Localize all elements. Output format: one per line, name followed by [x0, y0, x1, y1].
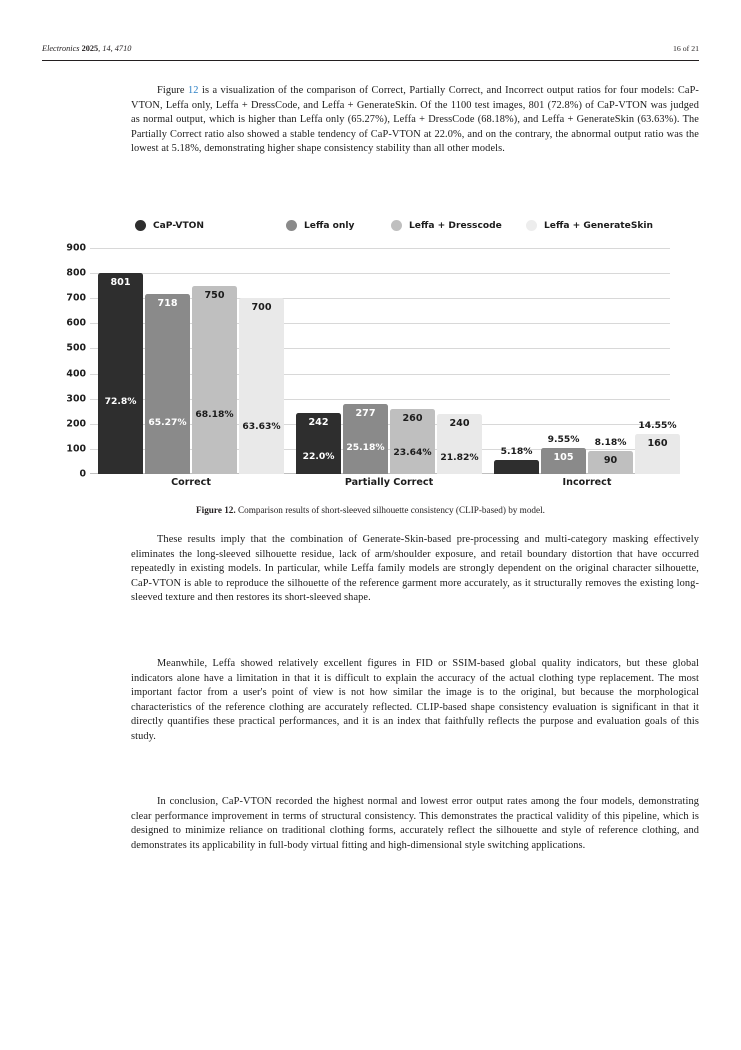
y-axis-tick: 400	[66, 368, 86, 380]
gridline	[90, 248, 670, 249]
citation-sep1: ,	[98, 44, 101, 53]
bar-value-label: 160	[647, 437, 668, 449]
bar-percent-label: 22.0%	[302, 451, 335, 463]
bar-value-label: 801	[110, 276, 131, 288]
paragraph-conclusion-text: In conclusion, CaP-VTON recorded the highest normal and lowest error output rates among the four models, demonstrating clear performance improvement in terms of structural consistency. This demonstrates the practical validity of this pipeline, which is designed to minimize reliance on traditional clothing forms, accurately reflect the silhouette and style of reference clothing, and demonstrates its applicability in full-body virtual fitting and high-dimensional style switching applications.	[131, 796, 699, 851]
journal-citation	[42, 44, 131, 53]
y-axis-tick: 100	[66, 443, 86, 455]
y-axis-tick: 300	[66, 393, 86, 405]
chart-plot-area	[42, 242, 699, 488]
bar-percent-label: 72.8%	[104, 395, 137, 407]
paragraph-intro-text: is a visualization of the comparison of Correct, Partially Correct, and Incorrect output ratios for four models: CaP-VTON, Leffa only, Leffa + DressCode, and Leffa + GenerateSkin. Of the 1100 test images, 801 (72.8%) of CaP-VTON was judged as normal output, which is higher than Leffa only (65.27%), Leffa + DressCode (68.18%), and Leffa + GenerateSkin (63.63%). The Partially Correct ratio also showed a stable tendency of CaP-VTON at 22.0%, and on the contrary, the abnormal output ratio was the lowest at 5.18%, demonstrating higher shape consistency stability than all other models.	[131, 85, 699, 155]
y-axis-tick: 0	[79, 468, 86, 480]
legend-label: Leffa only	[304, 220, 355, 231]
bar-percent-label: 14.55%	[638, 419, 677, 431]
journal-name: Electronics	[42, 44, 80, 53]
y-axis-tick: 600	[66, 317, 86, 329]
bar-value-label: 260	[402, 412, 423, 424]
running-head	[42, 44, 699, 53]
journal-year: 2025	[81, 44, 99, 53]
bar-percent-label: 21.82%	[440, 451, 479, 463]
bar-value-label: 242	[308, 417, 329, 429]
bar-percent-label: 5.18%	[500, 445, 533, 457]
paragraph-conclusion	[131, 795, 699, 853]
bar-value-label: 750	[204, 289, 225, 301]
paragraph-intro	[131, 84, 699, 157]
bar-percent-label: 68.18%	[195, 408, 234, 420]
bar[interactable]	[145, 294, 190, 474]
paragraph-results	[131, 533, 699, 606]
bar-percent-label: 25.18%	[346, 442, 385, 454]
figure-caption-text: Comparison results of short-sleeved silhouette consistency (CLIP-based) by model.	[235, 505, 545, 515]
bar[interactable]	[98, 273, 143, 474]
y-axis	[42, 242, 86, 480]
y-axis-tick: 800	[66, 267, 86, 279]
bar-value-label: 700	[251, 302, 272, 314]
bar-value-label: 240	[449, 417, 470, 429]
bar-value-label: 105	[553, 451, 574, 463]
paragraph-discussion	[131, 657, 699, 744]
figure-ref-prefix: Figure	[157, 85, 189, 96]
legend-marker-icon	[526, 220, 537, 231]
bar[interactable]	[494, 460, 539, 474]
legend-item-3[interactable]	[526, 220, 653, 231]
bar[interactable]	[239, 298, 284, 474]
x-axis-category-label: Correct	[171, 477, 211, 488]
figure-caption	[42, 504, 699, 516]
figure-12-link[interactable]: 12	[188, 85, 199, 96]
x-axis-category-label: Partially Correct	[344, 477, 434, 488]
legend-marker-icon	[286, 220, 297, 231]
bar-value-label: 718	[157, 297, 178, 309]
legend-marker-icon	[391, 220, 402, 231]
y-axis-tick: 200	[66, 418, 86, 430]
legend-item-1[interactable]	[286, 220, 354, 231]
figure-12	[42, 218, 699, 498]
bar[interactable]	[192, 286, 237, 474]
legend-marker-icon	[135, 220, 146, 231]
gridline	[90, 273, 670, 274]
figure-caption-label: Figure 12.	[196, 505, 236, 515]
chart-legend	[42, 218, 699, 238]
legend-item-0[interactable]	[135, 220, 204, 231]
bar-percent-label: 65.27%	[148, 416, 187, 428]
y-axis-tick: 700	[66, 292, 86, 304]
page-number: 16 of 21	[673, 44, 699, 53]
legend-label: CaP-VTON	[153, 220, 205, 231]
y-axis-tick: 900	[66, 242, 86, 254]
plot-grid	[90, 248, 677, 488]
bar-percent-label: 8.18%	[594, 437, 627, 449]
y-axis-tick: 500	[66, 342, 86, 354]
bar-percent-label: 63.63%	[242, 421, 281, 433]
bar-percent-label: 23.64%	[393, 446, 432, 458]
header-rule	[42, 60, 699, 61]
journal-volume: 14	[102, 44, 111, 53]
bar-percent-label: 9.55%	[547, 433, 580, 445]
bar-value-label: 277	[355, 408, 376, 420]
citation-sep2: ,	[110, 44, 113, 53]
x-axis-category-label: Incorrect	[562, 477, 612, 488]
paragraph-results-text: These results imply that the combination of Generate-Skin-based pre-processing and multi-category masking effectively eliminates the long-sleeved silhouette residue, lack of arm/shoulder exposure, and retail boundary distortion that have occurred repeatedly in existing models. In particular, while Leffa family models are strongly dependent on the original character silhouette, CaP-VTON is able to reproduce the silhouette of the reference garment more accurately, as it structurally removes the existing long-sleeved texture and then restores its short-sleeved shape.	[131, 534, 699, 604]
legend-label: Leffa + Dresscode	[409, 220, 502, 231]
legend-item-2[interactable]	[391, 220, 502, 231]
legend-label: Leffa + GenerateSkin	[544, 220, 654, 231]
paragraph-discussion-text: Meanwhile, Leffa showed relatively excellent figures in FID or SSIM-based global quality indicators, but these global indicators alone have a limitation in that it is difficult to explain the accuracy of the actual clothing type replacement. The most important factor from a user's point of view is not how similar the image is to the original, but because the morphological characteristics of the reference clothing are accurately reflected. CLIP-based shape consistency evaluation is significant in that it directly quantifies these practical performances, and it is an index that faithfully reflects the purpose and evaluation goals of this study.	[131, 658, 699, 742]
bar-value-label: 90	[603, 455, 618, 467]
article-number: 4710	[114, 44, 132, 53]
